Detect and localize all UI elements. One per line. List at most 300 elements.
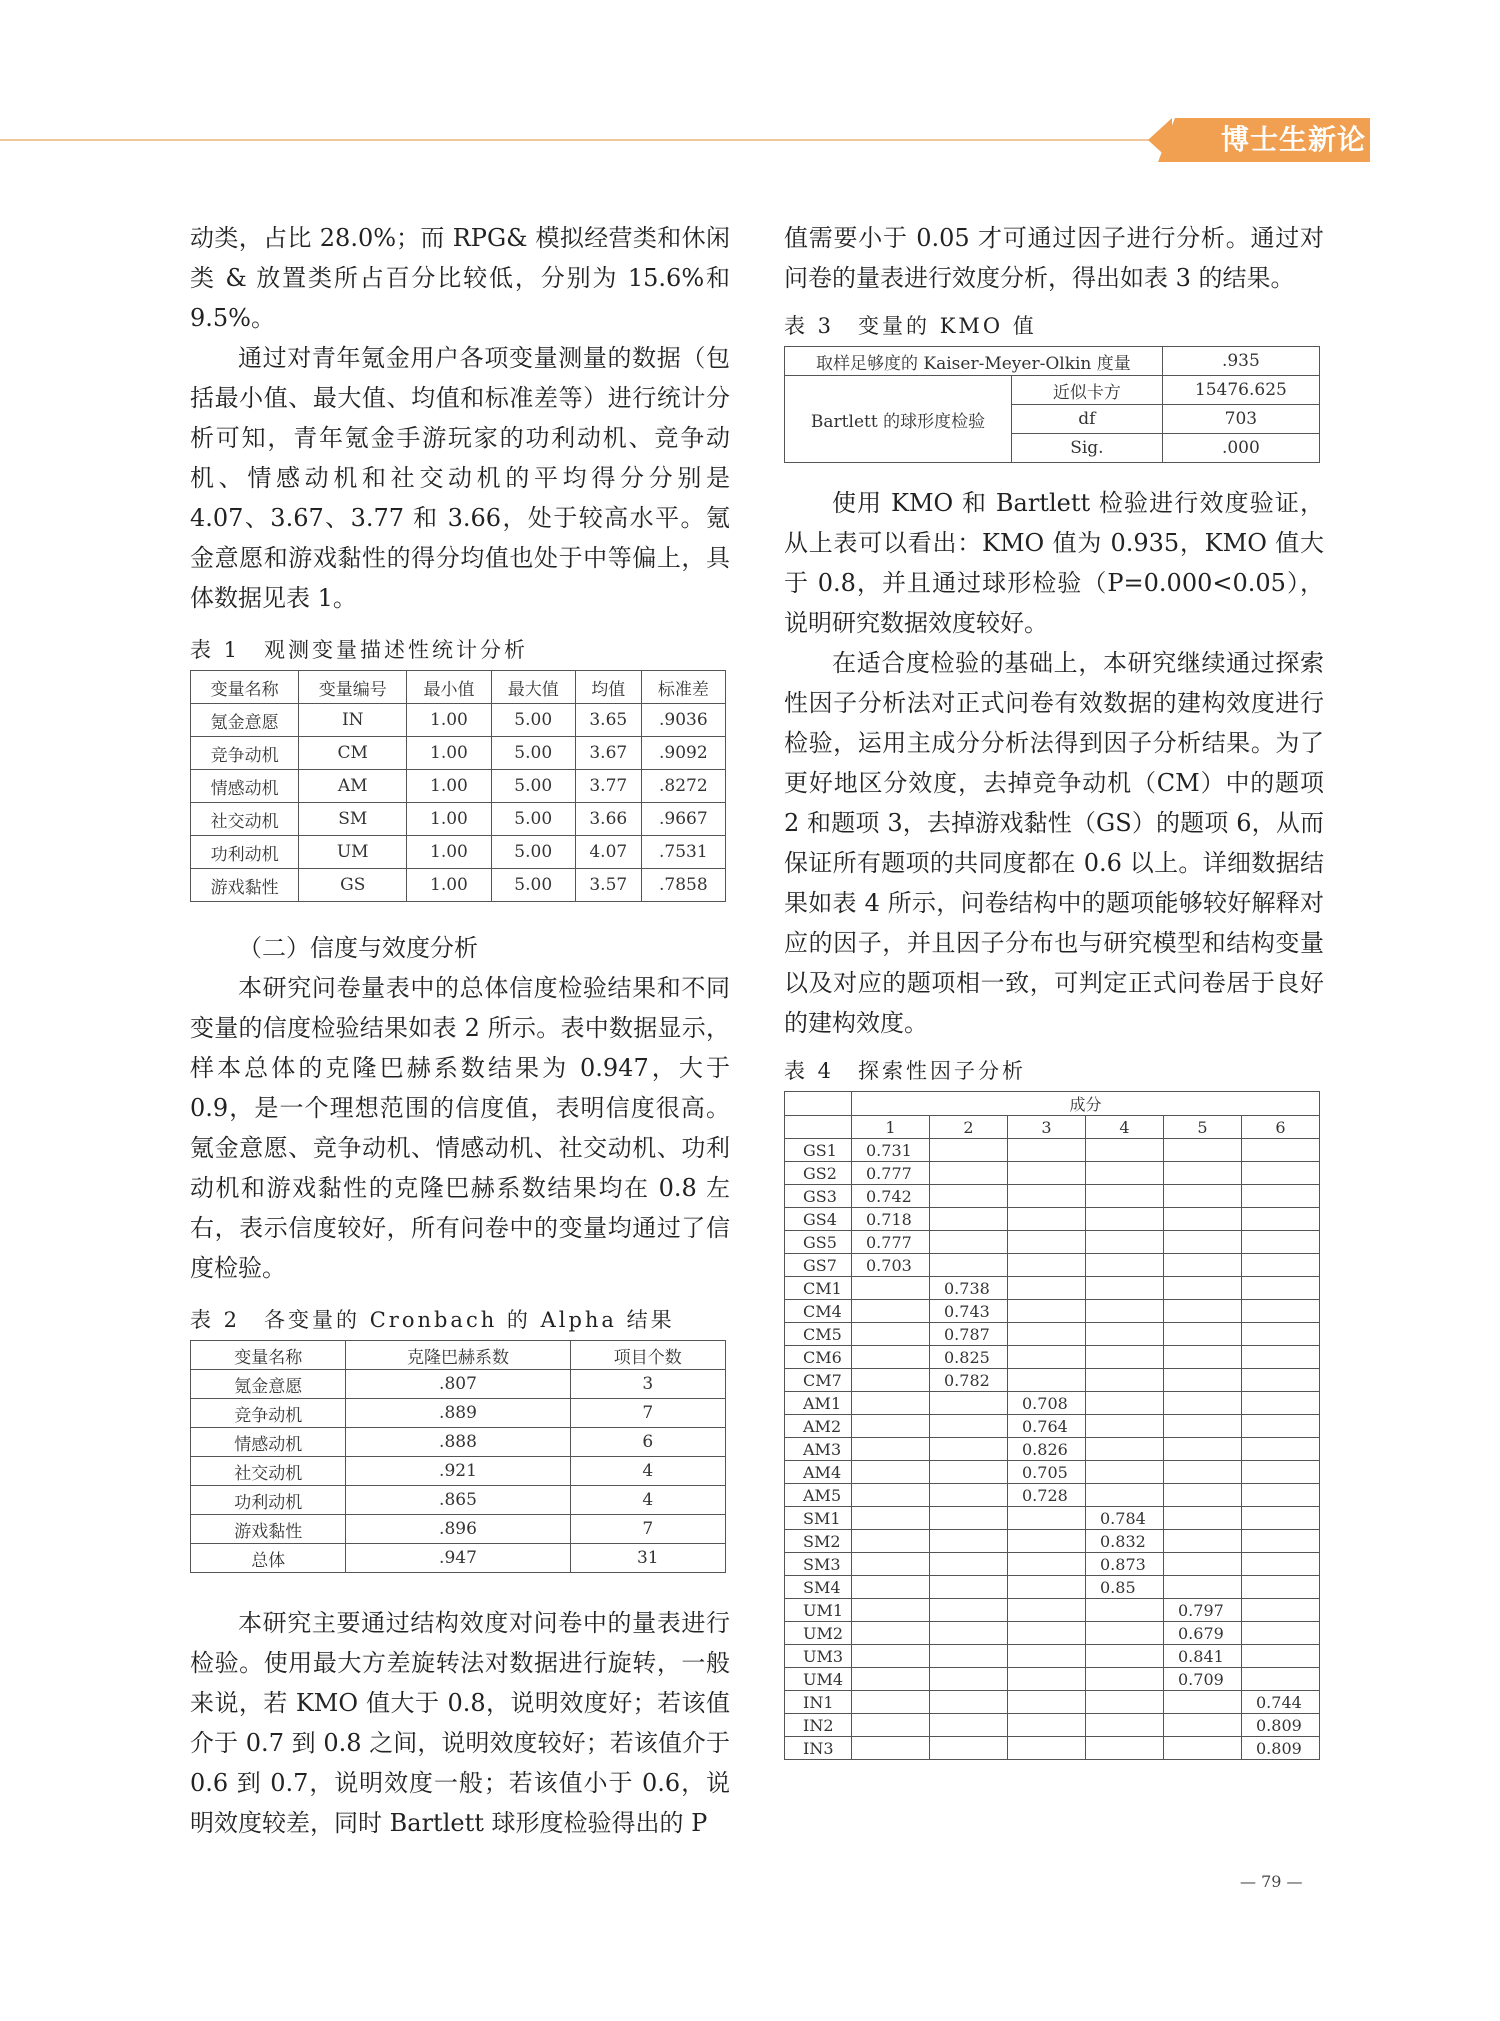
table4-cell [852,1277,930,1300]
right-paragraph-2: 使用 KMO 和 Bartlett 检验进行效度验证，从上表可以看出：KMO 值为 0.935，KMO 值大于 0.8，并且通过球形检验（P=0.000<0.05），说明研究数据效度较好。 [784,489,1324,637]
table4-caption: 表 4 探索性因子分析 [784,1059,1027,1083]
table4-cell [1008,1139,1086,1162]
table-row [785,1599,1320,1622]
table4-cell: 0.679 [1164,1622,1242,1645]
table-row [191,1428,726,1457]
table1-cell: 情感动机 [191,770,299,803]
table4-cell [852,1392,930,1415]
table4-cell [852,1530,930,1553]
table4-cell [1164,1714,1242,1737]
bartlett-stat-label: 近似卡方 [1012,376,1163,405]
table4-cell [930,1599,1008,1622]
table4-cell [1086,1392,1164,1415]
table1-cell: .9092 [641,737,725,770]
table4-component-header: 3 [1008,1116,1086,1139]
table4-cell [852,1415,930,1438]
table4-cell: 0.718 [852,1208,930,1231]
table4-cell [1008,1530,1086,1553]
table4-cell: 0.832 [1086,1530,1164,1553]
table-row [785,1231,1320,1254]
table1-cell: 1.00 [407,770,491,803]
table1-cell: 游戏黏性 [191,869,299,902]
table2-cell: 总体 [191,1544,346,1573]
table4-cell [852,1645,930,1668]
table-row [191,1515,726,1544]
table4-cell [1086,1254,1164,1277]
table1-cell: 3.77 [575,770,641,803]
table4-cell [1242,1461,1320,1484]
table4-item-label: UM4 [785,1668,852,1691]
table4-cell [1086,1461,1164,1484]
table1-cell: 1.00 [407,704,491,737]
table4-cell [1164,1737,1242,1760]
table1-cell: 1.00 [407,803,491,836]
table2-cell: .889 [346,1399,570,1428]
table1-cell: 功利动机 [191,836,299,869]
table4-cell [930,1737,1008,1760]
table4-cell: 0.809 [1242,1737,1320,1760]
table4-cell [1086,1484,1164,1507]
table4-cell [930,1438,1008,1461]
table4-cell: 0.705 [1008,1461,1086,1484]
table4-corner [785,1092,852,1116]
table2-cell: .888 [346,1428,570,1457]
table1-cell: 社交动机 [191,803,299,836]
table4-cell: 0.797 [1164,1599,1242,1622]
table4-cell [852,1461,930,1484]
table-row [191,737,726,770]
table4-cell [1164,1254,1242,1277]
table4-cell [930,1645,1008,1668]
table4-cell [1242,1622,1320,1645]
table4-cell: 0.738 [930,1277,1008,1300]
table4-cell [1242,1254,1320,1277]
table4-cell [1008,1231,1086,1254]
table4-cell: 0.709 [1164,1668,1242,1691]
table-row [785,1369,1320,1392]
table1-cell: CM [299,737,407,770]
table4-item-label: GS5 [785,1231,852,1254]
table4-item-label: CM7 [785,1369,852,1392]
table4-cell [1164,1553,1242,1576]
table4-cell [852,1737,930,1760]
kmo-value: .935 [1162,347,1319,376]
table4-cell [852,1323,930,1346]
table4-cell [1164,1484,1242,1507]
table-row [191,704,726,737]
table-row [785,1622,1320,1645]
table4-group-header: 成分 [852,1092,1320,1116]
table1-cell: 4.07 [575,836,641,869]
left-paragraph-4: 本研究主要通过结构效度对问卷中的量表进行检验。使用最大方差旋转法对数据进行旋转，一般来说，若 KMO 值大于 0.8，说明效度好；若该值介于 0.7 到 0.8 之间，说明效度较好；若该值介于 0.6 到 0.7，说明效度一般；若该值小于 0.6，说明效度较差，同时 Bartlett 球形度检验得出的 P [190,1609,730,1837]
table4-cell [1086,1185,1164,1208]
table1-cell: 氪金意愿 [191,704,299,737]
table-row [785,1208,1320,1231]
table4-cell [1164,1162,1242,1185]
table4-cell [852,1622,930,1645]
table4-component-header: 1 [852,1116,930,1139]
table4-cell [1086,1300,1164,1323]
table4-cell [1086,1714,1164,1737]
right-paragraph-1: 值需要小于 0.05 才可通过因子进行分析。通过对问卷的量表进行效度分析，得出如表 3 的结果。 [784,224,1324,292]
table4-cell [1086,1323,1164,1346]
table4-cell [852,1300,930,1323]
table1-header-cell: 变量名称 [191,671,299,704]
table4-item-label: CM6 [785,1346,852,1369]
table4-cell [1242,1300,1320,1323]
table4-cell: 0.873 [1086,1553,1164,1576]
table4-cell [930,1208,1008,1231]
table-row [785,1300,1320,1323]
left-paragraph-2: 通过对青年氪金用户各项变量测量的数据（包括最小值、最大值、均值和标准差等）进行统计分析可知，青年氪金手游玩家的功利动机、竞争动机、情感动机和社交动机的平均得分分别是 4.07、3.67、3.77 和 3.66，处于较高水平。氪金意愿和游戏黏性的得分均值也处于中等偏上，具体数据见表 1。 [190,344,730,612]
table4-cell [930,1185,1008,1208]
table4-cell [1164,1323,1242,1346]
table4-cell [1164,1691,1242,1714]
table1-cell: 3.65 [575,704,641,737]
table4-cell [1242,1139,1320,1162]
table1-caption: 表 1 观测变量描述性统计分析 [190,638,529,662]
table-row [785,1668,1320,1691]
table4-cell: 0.744 [1242,1691,1320,1714]
table-row [785,1714,1320,1737]
table4-cell [930,1254,1008,1277]
table4-cell [930,1507,1008,1530]
table4-cell [1242,1208,1320,1231]
table1-cell: .7531 [641,836,725,869]
table4-cell [1008,1208,1086,1231]
right-column [784,218,1324,1760]
table4-cell [1164,1415,1242,1438]
table4-cell [1164,1369,1242,1392]
table4-cell [852,1668,930,1691]
table4-item-label: AM4 [785,1461,852,1484]
table1-cell: 5.00 [491,803,575,836]
table-row [191,770,726,803]
table2-cell: 情感动机 [191,1428,346,1457]
table4-cell [1242,1576,1320,1599]
table4-cell: 0.826 [1008,1438,1086,1461]
table-row [785,1438,1320,1461]
table4-cell [930,1576,1008,1599]
table4-cell [1242,1599,1320,1622]
table-row [785,1691,1320,1714]
table4-cell [1086,1369,1164,1392]
table2-cell: 4 [570,1486,725,1515]
table-row [191,803,726,836]
table-row [191,1399,726,1428]
table2-cell: 7 [570,1515,725,1544]
table1-cell: 3.57 [575,869,641,902]
table4-cell [1008,1553,1086,1576]
table4-cell [1008,1599,1086,1622]
table4-cell: 0.787 [930,1323,1008,1346]
table4-cell [1164,1530,1242,1553]
table4-cell [1242,1507,1320,1530]
table4-cell [1164,1208,1242,1231]
table-row [785,1277,1320,1300]
table1-header-cell: 均值 [575,671,641,704]
table4-cell [1008,1668,1086,1691]
table4-item-label: GS1 [785,1139,852,1162]
table4-cell: 0.782 [930,1369,1008,1392]
table4-cell [852,1484,930,1507]
table4-cell [1008,1185,1086,1208]
table4-item-label: AM3 [785,1438,852,1461]
right-paragraph-3: 在适合度检验的基础上，本研究继续通过探索性因子分析法对正式问卷有效数据的建构效度进行检验，运用主成分分析法得到因子分析结果。为了更好地区分效度，去掉竞争动机（CM）中的题项 2 和题项 3，去掉游戏黏性（GS）的题项 6，从而保证所有题项的共同度都在 0.6 以上。详细数据结果如表 4 所示，问卷结构中的题项能够较好解释对应的因子，并且因子分布也与研究模型和结构变量以及对应的题项相一致，可判定正式问卷居于良好的建构效度。 [784,649,1324,1037]
table4-cell [1008,1300,1086,1323]
table4-cell [1164,1507,1242,1530]
table-row [785,1139,1320,1162]
table2-caption: 表 2 各变量的 Cronbach 的 Alpha 结果 [190,1308,675,1332]
table1-cell: 3.66 [575,803,641,836]
table1-header-cell: 最大值 [491,671,575,704]
table4-cell [1086,1231,1164,1254]
table4-item-label: SM1 [785,1507,852,1530]
table-row [191,1486,726,1515]
table4-cell [1242,1231,1320,1254]
table2-cell: 3 [570,1370,725,1399]
table-row [191,836,726,869]
bartlett-stat-label: df [1012,405,1163,434]
table4-cell [930,1139,1008,1162]
table4-item-label: GS3 [785,1185,852,1208]
table4-cell [1242,1530,1320,1553]
table4-cell [1086,1622,1164,1645]
table-row [785,1553,1320,1576]
table-row [785,1507,1320,1530]
table4-item-label: AM1 [785,1392,852,1415]
table4-cell [1008,1576,1086,1599]
left-paragraph-1: 动类，占比 28.0%；而 RPG& 模拟经营类和休闲类 & 放置类所占百分比较低，分别为 15.6%和 9.5%。 [190,224,730,332]
table2-cell: 氪金意愿 [191,1370,346,1399]
table4-item-label: AM2 [785,1415,852,1438]
table1-cell: 5.00 [491,704,575,737]
table4-cell [1008,1737,1086,1760]
table4-cell [1242,1392,1320,1415]
table4-cell [1086,1139,1164,1162]
table4-cell [852,1346,930,1369]
table3 [784,346,1320,463]
table-row [191,1544,726,1573]
page-number: — 79 — [1240,1872,1303,1891]
table4-cell: 0.743 [930,1300,1008,1323]
table4-cell [930,1162,1008,1185]
table2-cell: 6 [570,1428,725,1457]
table1-cell: .7858 [641,869,725,902]
table4-cell [1086,1438,1164,1461]
table-row [785,1415,1320,1438]
table4-cell [1164,1576,1242,1599]
table1-header-cell: 变量编号 [299,671,407,704]
table4-cell [1164,1139,1242,1162]
table4-item-label: SM4 [785,1576,852,1599]
table2-cell: .865 [346,1486,570,1515]
left-column [190,218,730,1843]
table4-cell [1242,1346,1320,1369]
table4-cell [1086,1599,1164,1622]
table4-cell [1164,1392,1242,1415]
table1-cell: 1.00 [407,836,491,869]
table4-cell [852,1369,930,1392]
table1-cell: 1.00 [407,869,491,902]
bartlett-label: Bartlett 的球形度检验 [785,376,1012,463]
table1-cell: .9667 [641,803,725,836]
table4-cell [852,1438,930,1461]
table4-cell [930,1714,1008,1737]
table4-component-header: 4 [1086,1116,1164,1139]
table4-cell [1164,1185,1242,1208]
table4-cell: 0.809 [1242,1714,1320,1737]
table4-cell [1242,1369,1320,1392]
table-row [785,1185,1320,1208]
table-row [785,1346,1320,1369]
table4-cell [1008,1254,1086,1277]
table4-cell [1086,1645,1164,1668]
table-row [785,1162,1320,1185]
bartlett-stat-value: .000 [1162,434,1319,463]
table4-cell [1164,1438,1242,1461]
table4-cell [1086,1346,1164,1369]
table4-cell [930,1461,1008,1484]
table-row [785,1461,1320,1484]
table4-cell: 0.728 [1008,1484,1086,1507]
table4-cell: 0.784 [1086,1507,1164,1530]
table4-component-header: 5 [1164,1116,1242,1139]
table4-cell: 0.731 [852,1139,930,1162]
table4-item-label: GS7 [785,1254,852,1277]
table4-cell [1242,1484,1320,1507]
table4-cell [1008,1714,1086,1737]
table4-item-label: SM3 [785,1553,852,1576]
table3-caption: 表 3 变量的 KMO 值 [784,314,1037,338]
header-rule [0,139,1190,141]
table1-cell: GS [299,869,407,902]
table4-cell [1008,1346,1086,1369]
table1-cell: 5.00 [491,737,575,770]
table4-cell [1164,1300,1242,1323]
table4-cell: 0.825 [930,1346,1008,1369]
table4-corner [785,1116,852,1139]
table4-cell [1008,1277,1086,1300]
table4-cell [1242,1438,1320,1461]
table4-cell [1242,1668,1320,1691]
table4-cell [1164,1231,1242,1254]
table-row [785,1576,1320,1599]
table1-cell: UM [299,836,407,869]
table4-cell [1164,1461,1242,1484]
table4-cell [1086,1277,1164,1300]
table4-item-label: UM2 [785,1622,852,1645]
table2-cell: .947 [346,1544,570,1573]
table2-cell: 7 [570,1399,725,1428]
bartlett-stat-value: 703 [1162,405,1319,434]
table4-cell [1086,1208,1164,1231]
table2-cell: 游戏黏性 [191,1515,346,1544]
table1-cell: 3.67 [575,737,641,770]
table2-cell: 31 [570,1544,725,1573]
table4-component-header: 2 [930,1116,1008,1139]
kmo-label: 取样足够度的 Kaiser-Meyer-Olkin 度量 [785,347,1163,376]
table4-cell [1086,1737,1164,1760]
table4-cell [1242,1553,1320,1576]
table4-cell [930,1415,1008,1438]
table1-cell: 竞争动机 [191,737,299,770]
table1-header-cell: 最小值 [407,671,491,704]
table-row [785,1392,1320,1415]
table4-item-label: UM3 [785,1645,852,1668]
table-row [785,1484,1320,1507]
table1 [190,670,726,902]
table4-cell [930,1668,1008,1691]
table1-cell: 5.00 [491,869,575,902]
table2-cell: 4 [570,1457,725,1486]
table4-item-label: SM2 [785,1530,852,1553]
table-row [785,1737,1320,1760]
table4-cell [852,1714,930,1737]
table2-cell: .807 [346,1370,570,1399]
table2-cell: 功利动机 [191,1486,346,1515]
table-row [191,1370,726,1399]
table4-cell [1008,1369,1086,1392]
table4-cell: 0.708 [1008,1392,1086,1415]
table4-cell [930,1231,1008,1254]
table1-cell: AM [299,770,407,803]
table1-cell: 1.00 [407,737,491,770]
table4-item-label: CM4 [785,1300,852,1323]
table4-cell [1242,1415,1320,1438]
table2-header-cell: 项目个数 [570,1341,725,1370]
table1-header-cell: 标准差 [641,671,725,704]
table4-cell [930,1553,1008,1576]
table4-cell [1086,1162,1164,1185]
table4-cell [1164,1346,1242,1369]
table4-cell: 0.85 [1086,1576,1164,1599]
table4-cell [1008,1622,1086,1645]
table4-cell [1008,1507,1086,1530]
table4-cell [1242,1162,1320,1185]
table4-cell [1008,1162,1086,1185]
table2-header-cell: 变量名称 [191,1341,346,1370]
table4-cell [1086,1668,1164,1691]
table4-item-label: UM1 [785,1599,852,1622]
bartlett-stat-label: Sig. [1012,434,1163,463]
table2-cell: 社交动机 [191,1457,346,1486]
table4-cell: 0.777 [852,1231,930,1254]
table-row [785,1323,1320,1346]
table4-component-header: 6 [1242,1116,1320,1139]
table4-cell [1086,1691,1164,1714]
table4-cell: 0.703 [852,1254,930,1277]
table4-item-label: GS4 [785,1208,852,1231]
table4-cell [852,1576,930,1599]
section-title: 博士生新论 [1220,123,1366,156]
table4-cell [930,1484,1008,1507]
table4-cell [1086,1415,1164,1438]
table-row [785,1254,1320,1277]
table2 [190,1340,726,1573]
table1-cell: .8272 [641,770,725,803]
table-row [785,1645,1320,1668]
table4-cell: 0.841 [1164,1645,1242,1668]
table2-cell: 竞争动机 [191,1399,346,1428]
table4-cell [1008,1691,1086,1714]
table4-cell [1242,1185,1320,1208]
table4-cell: 0.764 [1008,1415,1086,1438]
table-row [191,869,726,902]
table4-item-label: CM5 [785,1323,852,1346]
table4-cell [1008,1645,1086,1668]
table2-cell: .896 [346,1515,570,1544]
